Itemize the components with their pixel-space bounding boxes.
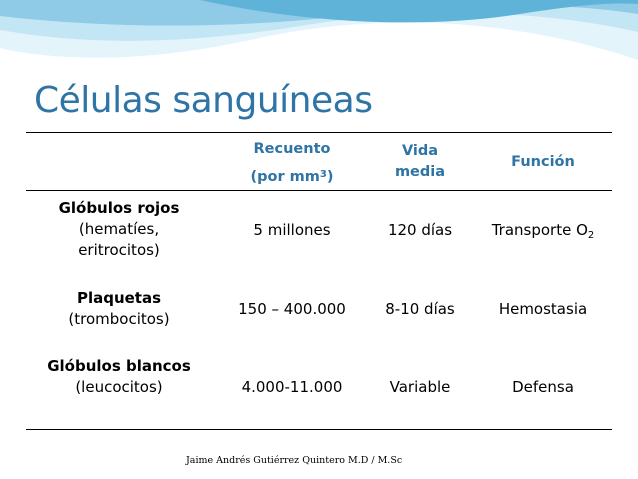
row-name: Plaquetas (76, 289, 162, 307)
header-vida-line1: Vida (401, 143, 439, 159)
header-wave-decoration (0, 0, 638, 90)
header-recuento-line2: (por $mm^3$) (250, 169, 334, 185)
row-funcion: Hemostasia (498, 300, 588, 318)
row-sub2: eritrocitos) (78, 241, 160, 259)
header-recuento-line1: Recuento (253, 141, 331, 157)
row-funcion: Defensa (512, 378, 574, 396)
row-sub1: (leucocitos) (75, 378, 163, 396)
table-top-rule (26, 132, 612, 133)
header-vida (370, 141, 470, 183)
table-row-globulos-blancos-name (30, 356, 208, 398)
header-funcion: Función (511, 154, 575, 170)
header-rule (26, 190, 612, 191)
row-name: Glóbulos blancos (47, 357, 191, 375)
footer-author: Jaime Andrés Gutiérrez Quintero M.D / M.Sc (186, 455, 403, 466)
row-recuento: 4.000-11.000 (241, 378, 343, 396)
page-title: Células sanguíneas (34, 80, 373, 121)
table-row-globulos-rojos-name (30, 198, 208, 261)
row-sub1: (hematíes, (78, 220, 160, 238)
row-funcion: Transporte $O_2$ (491, 221, 595, 241)
row-vida: Variable (389, 378, 451, 396)
table-bottom-rule (26, 429, 612, 430)
row-vida: 120 días (387, 221, 453, 239)
row-vida: 8-10 días (385, 300, 455, 318)
row-recuento: 5 millones (253, 221, 331, 239)
row-name: Glóbulos rojos (58, 199, 180, 217)
header-vida-line2: media (394, 164, 446, 180)
table-row-plaquetas-name (30, 288, 208, 330)
row-recuento: 150 – 400.000 (238, 300, 346, 318)
row-sub1: (trombocitos) (68, 310, 170, 328)
header-recuento (222, 139, 362, 188)
